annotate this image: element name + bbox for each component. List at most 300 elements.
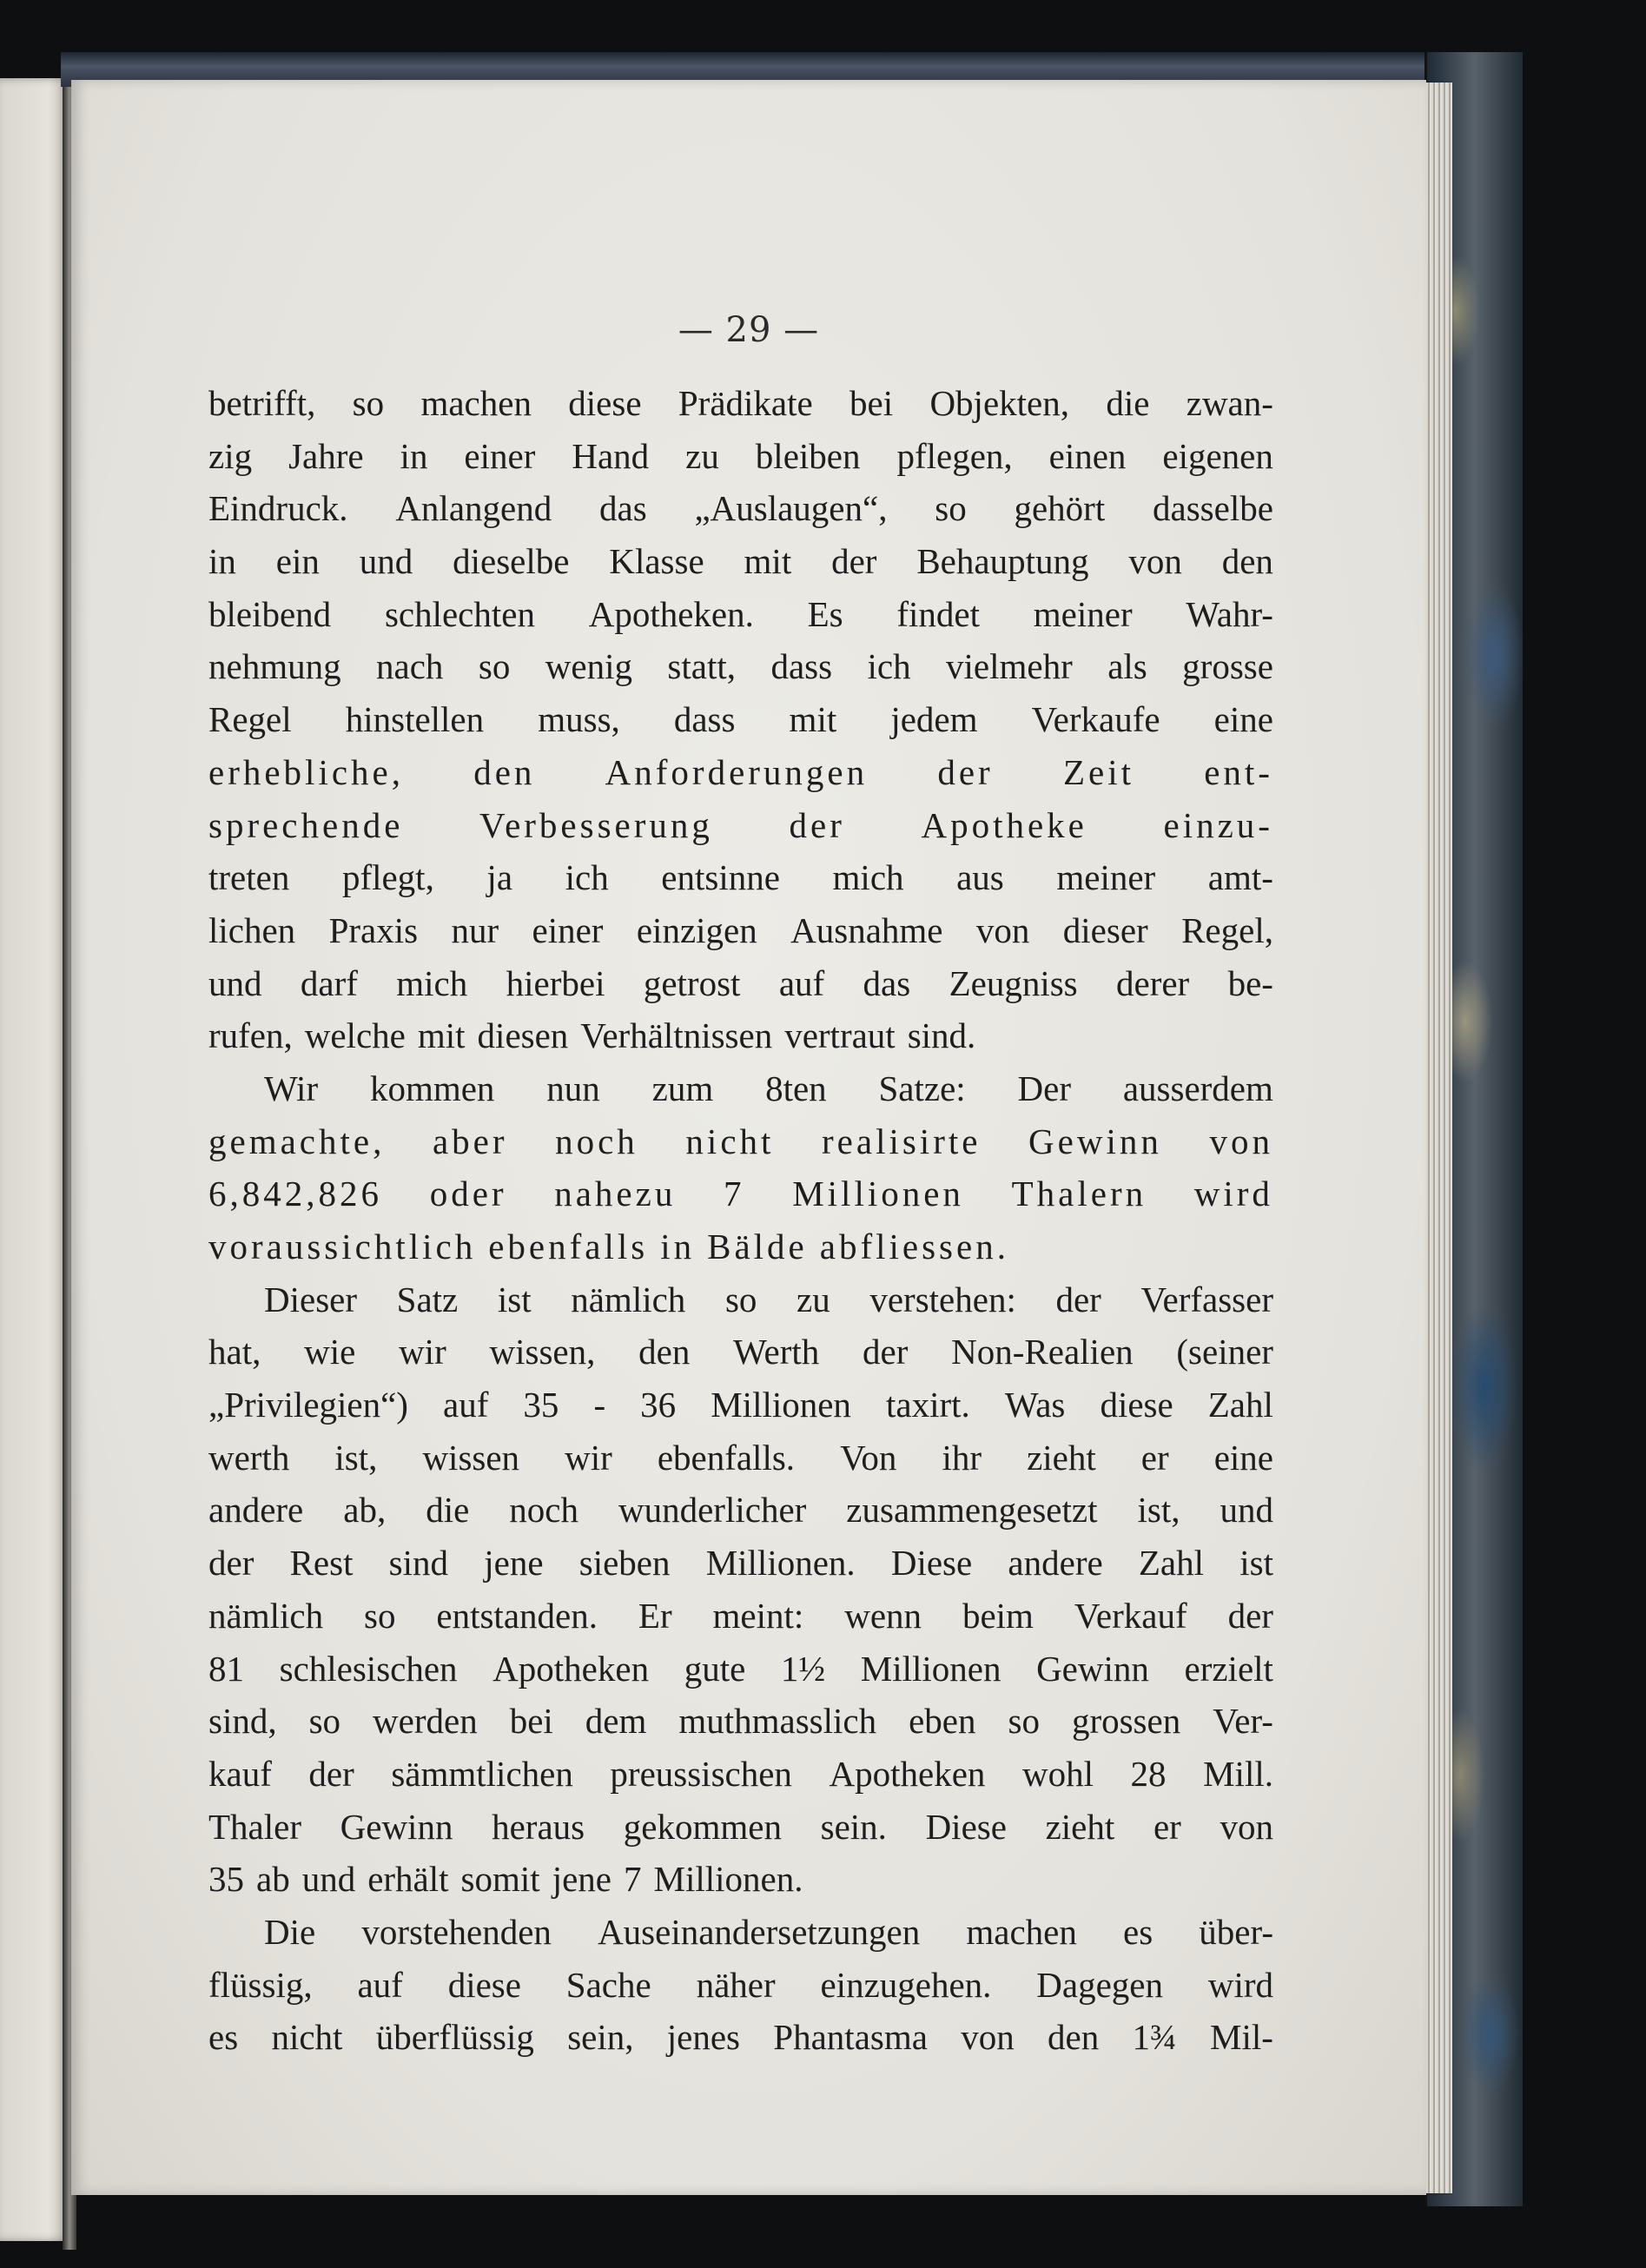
facing-page-edge (0, 78, 69, 2241)
word: Praxis (328, 909, 419, 950)
word: nicht (271, 2017, 343, 2058)
word: 7 (724, 1174, 745, 1214)
word: Rest (289, 1543, 354, 1584)
word: Non-Realien (951, 1332, 1134, 1372)
text-line (208, 588, 1273, 641)
word: von (961, 2017, 1015, 2058)
word: rufen, (208, 1015, 293, 1056)
text-line (208, 430, 1273, 483)
text-line (208, 1009, 1273, 1062)
word: erhält (367, 1859, 449, 1900)
text-line (208, 1115, 1273, 1168)
word: grosse (1182, 646, 1273, 687)
word: die (1106, 383, 1150, 423)
word: ist (497, 1279, 532, 1319)
word: nur (451, 909, 499, 950)
word: findet (896, 593, 981, 634)
word: bleibend (208, 593, 332, 634)
word: noch (555, 1121, 638, 1161)
word: Prädikate (678, 383, 813, 423)
word: Von (840, 1437, 897, 1478)
book-page (71, 80, 1426, 2195)
word: er (1140, 1437, 1169, 1478)
word: dieser (1062, 909, 1148, 950)
word: entstanden. (436, 1595, 598, 1636)
word: zieht (1027, 1437, 1096, 1478)
word: werden (373, 1701, 478, 1742)
word: mich (832, 857, 904, 898)
word: andere (1008, 1543, 1103, 1584)
word: ist, (1137, 1490, 1180, 1531)
word: von (975, 909, 1030, 950)
word: sind, (208, 1701, 277, 1742)
word: wenn (844, 1595, 922, 1636)
word: er (1153, 1806, 1181, 1847)
word: treten (208, 857, 290, 898)
word: Diese (890, 1543, 973, 1584)
word: werth (208, 1437, 290, 1478)
word: Wir (264, 1068, 319, 1108)
word: nun (546, 1068, 600, 1108)
word: jedem (890, 699, 978, 740)
text-line (208, 1484, 1273, 1537)
word: grossen (1071, 1701, 1181, 1742)
word: Anforderungen (605, 751, 869, 792)
text-line (208, 1379, 1273, 1432)
text-line (208, 640, 1273, 693)
word: auf (778, 962, 825, 1003)
word: flüssig, (208, 1964, 313, 2005)
word: die (426, 1490, 470, 1531)
word: diese (1100, 1385, 1173, 1425)
text-line (208, 957, 1273, 1010)
word: beim (962, 1595, 1034, 1636)
word: amt- (1207, 857, 1273, 898)
word: nämlich (208, 1595, 324, 1636)
word: Verbesserung (479, 804, 713, 845)
word: jene (552, 1859, 611, 1900)
word: 28 (1130, 1753, 1167, 1794)
text-line (208, 1853, 1273, 1906)
word: Mil- (1210, 2017, 1273, 2058)
word: es (1123, 1911, 1154, 1952)
word: Was (1004, 1385, 1066, 1425)
word: Verkauf (1074, 1595, 1187, 1636)
word: der (789, 804, 845, 845)
word: vorstehenden (361, 1911, 552, 1952)
word: machen (966, 1911, 1077, 1952)
word: (seiner (1176, 1332, 1273, 1372)
word: bleiben (755, 435, 861, 476)
word: nämlich (571, 1279, 686, 1319)
word: Ausnahme (790, 909, 943, 950)
word: realisirte (822, 1121, 982, 1161)
word: das (863, 962, 911, 1003)
word: Werth (733, 1332, 820, 1372)
word: dass (770, 646, 833, 687)
text-line (208, 1220, 1273, 1273)
word: Satz (396, 1279, 459, 1319)
word: 36 (640, 1385, 677, 1425)
word: ja (486, 857, 513, 898)
word: ab (256, 1859, 290, 1900)
word: den (473, 751, 536, 792)
word: hat, (208, 1332, 261, 1372)
word: nicht (685, 1121, 775, 1161)
word: meint: (712, 1595, 804, 1636)
word: Millionen. (705, 1543, 856, 1584)
word: erzielt (1184, 1648, 1273, 1689)
word: Gewinn (340, 1806, 453, 1847)
text-line (208, 1326, 1273, 1379)
word: der (208, 1543, 255, 1584)
word: Verkaufe (1031, 699, 1160, 740)
word: Apotheken (829, 1753, 986, 1794)
word: der (937, 751, 994, 792)
word: ist, (334, 1437, 378, 1478)
word: dem (585, 1701, 647, 1742)
word: ent- (1204, 751, 1273, 792)
word: Klasse (609, 541, 704, 582)
word: entsinne (661, 857, 780, 898)
word: der (1055, 1279, 1101, 1319)
word: Auseinandersetzungen (598, 1911, 921, 1952)
word: pflegt, (341, 857, 434, 898)
text-line (208, 535, 1273, 588)
word: den (1048, 2017, 1100, 2058)
word: Millionen (711, 1385, 851, 1425)
word: welche (304, 1015, 406, 1056)
word: so (478, 646, 511, 687)
word: Dieser (264, 1279, 358, 1319)
word: Zeit (1062, 751, 1134, 792)
word: der (1227, 1595, 1273, 1636)
word: Apotheke (921, 804, 1087, 845)
word: ist (1239, 1543, 1273, 1584)
word: in (208, 541, 236, 582)
word: ich (867, 646, 911, 687)
word: taxirt. (885, 1385, 970, 1425)
word: so (724, 1279, 757, 1319)
word: so (1008, 1701, 1040, 1742)
word: diese (568, 383, 642, 423)
word: und (208, 962, 262, 1003)
word: sein. (820, 1806, 887, 1847)
text-line (208, 1906, 1273, 1959)
word: dieselbe (453, 541, 570, 582)
word: Satze: (878, 1068, 966, 1108)
word: Diese (925, 1806, 1007, 1847)
word: zu (797, 1279, 830, 1319)
word: Die (264, 1911, 316, 1952)
word: und (301, 1859, 356, 1900)
word: zieht (1045, 1806, 1115, 1847)
word: 1¾ (1132, 2017, 1177, 2058)
word: mich (396, 962, 468, 1003)
word: lichen (208, 909, 296, 950)
word: 7 (623, 1859, 642, 1900)
word: eben (909, 1701, 976, 1742)
word: eine (1213, 1437, 1273, 1478)
word: wir (565, 1437, 612, 1478)
word: Ver- (1213, 1701, 1273, 1742)
word: einer (464, 435, 536, 476)
word: zwan- (1186, 383, 1273, 423)
text-line (208, 1273, 1273, 1326)
word: wie (304, 1332, 356, 1372)
word: noch (509, 1490, 578, 1531)
word: ein (275, 541, 320, 582)
word: es (208, 2017, 239, 2058)
word: aus (956, 857, 1004, 898)
word: von (1220, 1806, 1273, 1847)
text-line (208, 1959, 1273, 2012)
word: verstehen: (869, 1279, 1016, 1319)
word: ich (565, 857, 609, 898)
word: so (364, 1595, 396, 1636)
word: Dagegen (1036, 1964, 1163, 2005)
word: wohl (1021, 1753, 1094, 1794)
word: oder (429, 1174, 507, 1214)
word: Gewinn (1028, 1121, 1162, 1161)
word: Verhältnissen (580, 1015, 773, 1056)
word: wunderlicher (618, 1490, 807, 1531)
word: sprechende (208, 804, 404, 845)
word: Behauptung (916, 541, 1089, 582)
word: bei (849, 383, 894, 423)
word: kommen (369, 1068, 495, 1108)
word: dass (673, 699, 736, 740)
text-line (208, 851, 1273, 904)
word: Mill. (1203, 1753, 1273, 1794)
word: Sache (565, 1964, 651, 2005)
word: gute (684, 1648, 746, 1689)
word: preussischen (610, 1753, 792, 1794)
word: betrifft, (208, 383, 316, 423)
word: muthmasslich (678, 1701, 877, 1742)
word: Thalern (1011, 1174, 1147, 1214)
word: - (593, 1385, 606, 1425)
word: Wahr- (1186, 593, 1273, 634)
word: wissen, (489, 1332, 596, 1372)
text-line (208, 1748, 1273, 1801)
word: statt, (667, 646, 736, 687)
text-line (208, 1590, 1273, 1643)
word: in (660, 1227, 696, 1266)
word: einer (532, 909, 604, 950)
word: Apotheken. (588, 593, 754, 634)
word: getrost (643, 962, 741, 1003)
word: einzugehen. (820, 1964, 992, 2005)
word: sieben (578, 1543, 671, 1584)
word: muss, (538, 699, 620, 740)
text-line (208, 693, 1273, 746)
word: wir (399, 1332, 446, 1372)
word: mit (789, 699, 837, 740)
word: sämmtlichen (391, 1753, 573, 1794)
word: über- (1199, 1911, 1273, 1952)
word: wenig (545, 646, 632, 687)
word: dasselbe (1153, 488, 1273, 529)
word: gemachte, (208, 1121, 386, 1161)
word: eigenen (1162, 435, 1273, 476)
text-line (208, 1695, 1273, 1748)
text-line (208, 1801, 1273, 1854)
word: Hand (572, 435, 650, 476)
word: Jahre (288, 435, 364, 476)
word: Phantasma (773, 2017, 928, 2058)
word: schlechten (384, 593, 535, 634)
word: der (863, 1332, 909, 1372)
word: diesen (477, 1015, 569, 1056)
word: Eindruck. (208, 488, 348, 529)
word: vertraut (784, 1015, 896, 1056)
word: hierbei (506, 962, 605, 1003)
word: abfliessen. (819, 1227, 1009, 1266)
word: bei (509, 1701, 553, 1742)
word: be- (1227, 962, 1273, 1003)
word: der (308, 1753, 354, 1794)
word: Bälde (707, 1227, 808, 1266)
word: überflüssig (375, 2017, 534, 2058)
text-line (208, 1062, 1273, 1115)
word: Millionen. (653, 1859, 803, 1900)
word: andere (208, 1490, 304, 1531)
word: so (352, 383, 385, 423)
word: und (1220, 1490, 1273, 1531)
word: eine (1213, 699, 1273, 740)
word: sind (388, 1543, 449, 1584)
text-line (208, 904, 1273, 957)
word: schlesischen (279, 1648, 458, 1689)
word: 6,842,826 (208, 1174, 382, 1214)
word: Regel, (1181, 909, 1273, 950)
text-line (208, 1643, 1273, 1696)
word: als (1107, 646, 1147, 687)
word: Anlangend (395, 488, 552, 529)
word: von (1209, 1121, 1273, 1161)
word: Zahl (1207, 1385, 1273, 1425)
word: voraussichtlich (208, 1227, 477, 1266)
word: der (831, 541, 877, 582)
word: ihr (942, 1437, 982, 1478)
word: auf (357, 1964, 403, 2005)
word: in (400, 435, 428, 476)
word: Millionen (860, 1648, 1001, 1689)
word: zig (208, 435, 253, 476)
word: gekommen (623, 1806, 782, 1847)
word: ausserdem (1122, 1068, 1273, 1108)
word: sind. (907, 1015, 976, 1056)
word: so (308, 1701, 341, 1742)
word: und (359, 541, 413, 582)
word: ebenfalls (488, 1227, 649, 1266)
word: wird (1193, 1174, 1273, 1214)
text-line (208, 1537, 1273, 1590)
word: zusammengesetzt (846, 1490, 1098, 1531)
word: mit (417, 1015, 466, 1056)
word: Zeugniss (949, 962, 1078, 1003)
word: einzigen (636, 909, 757, 950)
word: den (638, 1332, 691, 1372)
word: zu (685, 435, 719, 476)
word: sein, (567, 2017, 634, 2058)
word: näher (696, 1964, 776, 2005)
word: kauf (208, 1753, 272, 1794)
word: 35 (523, 1385, 559, 1425)
text-line (208, 1432, 1273, 1484)
text-line (208, 799, 1273, 852)
word: hinstellen (345, 699, 485, 740)
word: Millionen (792, 1174, 964, 1214)
page-number: — 29 — (678, 310, 820, 350)
word: so (935, 488, 967, 529)
word: Thaler (208, 1806, 301, 1847)
word: gehört (1014, 488, 1106, 529)
word: Gewinn (1036, 1648, 1149, 1689)
word: derer (1116, 962, 1190, 1003)
word: zum (651, 1068, 714, 1108)
text-line (208, 482, 1273, 535)
word: 35 (208, 1859, 244, 1900)
word: diese (447, 1964, 521, 2005)
word: Regel (208, 699, 292, 740)
word: meiner (1033, 593, 1133, 634)
word: wissen (422, 1437, 520, 1478)
word: darf (300, 962, 358, 1003)
text-block (208, 377, 1273, 2064)
word: auf (443, 1385, 489, 1425)
word: mit (744, 541, 792, 582)
word: pflegen, (896, 435, 1013, 476)
word: aber (432, 1121, 508, 1161)
word: erhebliche, (208, 751, 404, 792)
word: vielmehr (946, 646, 1073, 687)
word: 8ten (765, 1068, 827, 1108)
word: machen (420, 383, 532, 423)
word: Objekten, (929, 383, 1069, 423)
word: wird (1207, 1964, 1273, 2005)
word: nach (376, 646, 444, 687)
word: 81 (208, 1648, 244, 1689)
word: Verfasser (1140, 1279, 1273, 1319)
text-line (208, 377, 1273, 430)
word: nehmung (208, 646, 341, 687)
word: 1½ (780, 1648, 826, 1689)
word: nahezu (554, 1174, 677, 1214)
word: heraus (492, 1806, 585, 1847)
word: ab, (343, 1490, 387, 1531)
text-line (208, 746, 1273, 799)
word: somit (460, 1859, 540, 1900)
word: jene (484, 1543, 544, 1584)
word: Apotheken (492, 1648, 650, 1689)
word: „Auslaugen“, (694, 488, 888, 529)
word: den (1221, 541, 1273, 582)
word: das (599, 488, 647, 529)
word: Zahl (1138, 1543, 1205, 1584)
word: Es (807, 593, 843, 634)
word: Der (1017, 1068, 1071, 1108)
word: ebenfalls. (657, 1437, 796, 1478)
text-line (208, 2011, 1273, 2064)
word: einen (1048, 435, 1127, 476)
word: meiner (1056, 857, 1156, 898)
word: von (1128, 541, 1182, 582)
word: Er (638, 1595, 672, 1636)
text-line (208, 1167, 1273, 1220)
word: einzu- (1163, 804, 1273, 845)
